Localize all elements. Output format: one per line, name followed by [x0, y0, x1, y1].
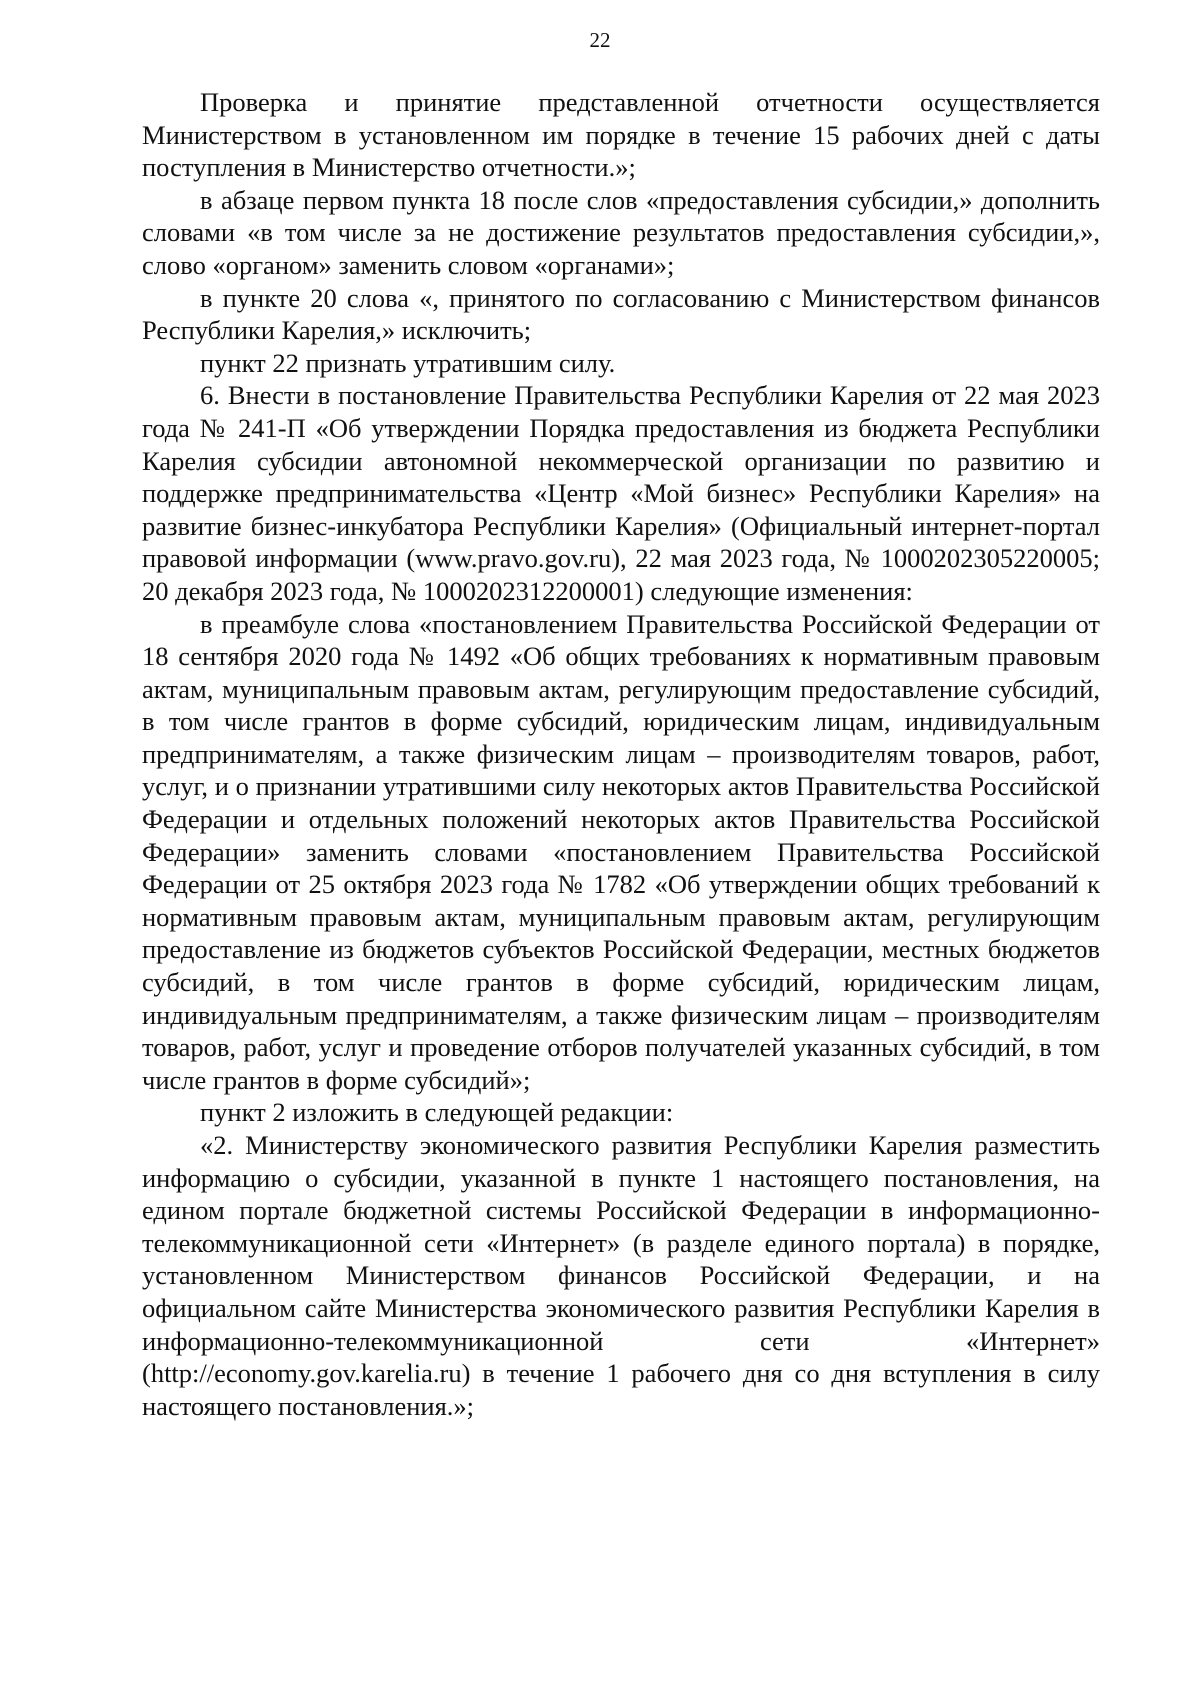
paragraph-clause-2-text: «2. Министерству экономического развития Республики Карелия разместить информацию о субсидии, указанной в пункте 1 настоящего постановления, на едином портале бюджетной системы Российской Федерации в информационно-телекоммуникационной сети «Интернет» (в разделе единого портала) в порядке, установленном Министерством финансов Российской Федерации, и на официальном сайте Министерства экономического развития Республики Карелия в информационно-телекоммуникационной сети «Интернет» (http://economy.gov.karelia.ru) в течение 1 рабочего дня со дня вступления в силу настоящего постановления.»;	[142, 1130, 1100, 1421]
paragraph-clause-18: в абзаце первом пункта 18 после слов «предоставления субсидии,» дополнить словами «в том числе за не достижение результатов предоставления субсидии,», слово «органом» заменить словом «органами»;	[142, 184, 1100, 280]
paragraph-clause-20: в пункте 20 слова «, принятого по согласованию с Министерством финансов Республики Карелия,» исключить;	[142, 282, 1100, 346]
paragraph-preamble: в преамбуле слова «постановлением Правительства Российской Федерации от 18 сентября 2020 года № 1492 «Об общих требованиях к нормативным правовым актам, муниципальным правовым актам, регулирующим предоставление субсидий, в том числе грантов в форме субсидий, юридическим лицам, индивидуальным предпринимателям, а также физическим лицам – производителям товаров, работ, услуг, и о признании утратившими силу некоторых актов Правительства Российской Федерации и отдельных положений некоторых актов Правительства Российской Федерации» заменить словами «постановлением Правительства Российской Федерации от 25 октября 2023 года № 1782 «Об утверждении общих требований к нормативным правовым актам, муниципальным правовым актам, регулирующим предоставление из бюджетов субъектов Российской Федерации, местных бюджетов субсидий, в том числе грантов в форме субсидий, юридическим лицам, индивидуальным предпринимателям, а также физическим лицам – производителям товаров, работ, услуг и проведение отборов получателей указанных субсидий, в том числе грантов в форме субсидий»;	[142, 608, 1100, 1095]
page-number: 22	[589, 28, 611, 52]
paragraph-item-6: 6. Внести в постановление Правительства Республики Карелия от 22 мая 2023 года № 241-П «Об утверждении Порядка предоставления из бюджета Республики Карелия субсидии автономной некоммерческой организации по развитию и поддержке предпринимательства «Центр «Мой бизнес» Республики Карелия» на развитие бизнес-инкубатора Республики Карелия» (Официальный интернет-портал правовой информации (www.pravo.gov.ru), 22 мая 2023 года, № 1000202305220005; 20 декабря 2023 года, № 1000202312200001) следующие изменения:	[142, 380, 1100, 606]
paragraph-report-acceptance: Проверка и принятие представленной отчетности осуществляется Министерством в установленном им порядке в течение 15 рабочих дней с даты поступления в Министерство отчетности.»;	[142, 87, 1100, 183]
paragraph-clause-2-intro: пункт 2 изложить в следующей редакции:	[200, 1097, 674, 1128]
paragraph-clause-22: пункт 22 признать утратившим силу.	[200, 347, 616, 378]
document-body	[142, 86, 1100, 1422]
